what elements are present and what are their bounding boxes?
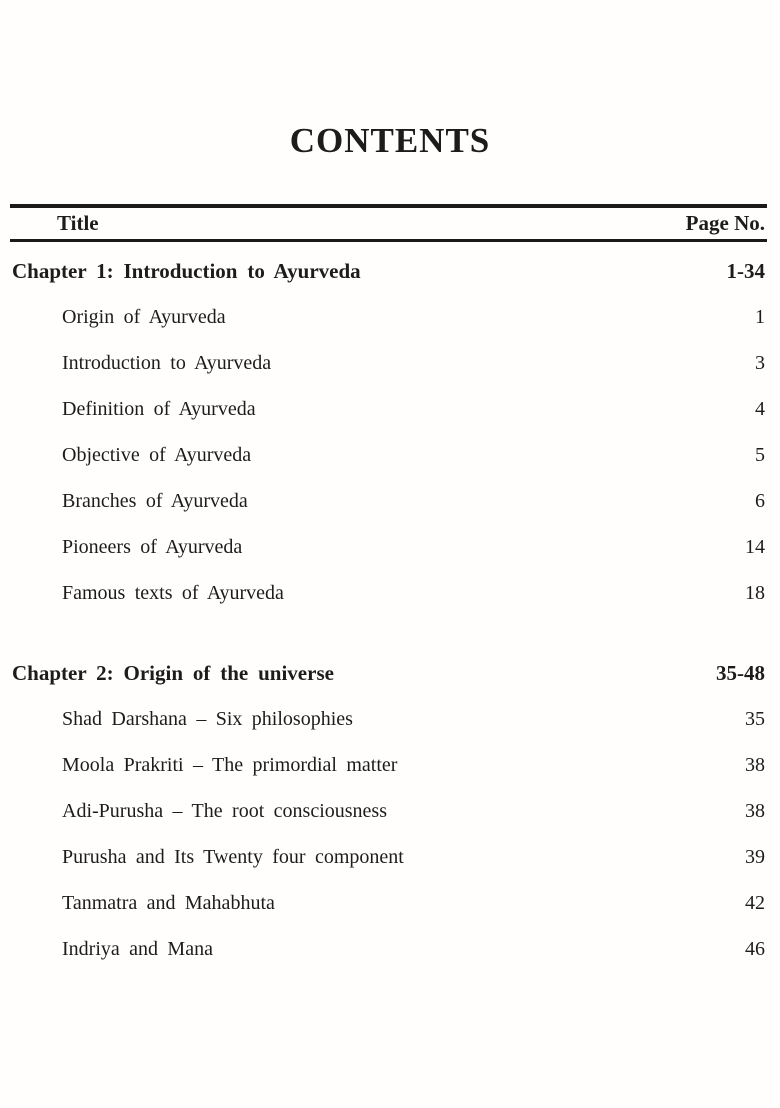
toc-entry-row [0, 846, 780, 868]
chapter-items [0, 708, 780, 960]
toc-entry-page: 35 [745, 708, 765, 731]
toc-chapter [0, 662, 780, 960]
toc-entry-title: Pioneers of Ayurveda [62, 536, 243, 559]
toc-entry-page: 39 [745, 846, 765, 869]
toc-entry-row [0, 536, 780, 558]
chapter-page-range: 35-48 [716, 661, 765, 686]
column-header-page: Page No. [685, 210, 765, 235]
toc-entry-title: Moola Prakriti – The primordial matter [62, 754, 398, 777]
toc-chapter [0, 260, 780, 604]
toc-entry-row [0, 444, 780, 466]
toc-entry-title: Definition of Ayurveda [62, 398, 256, 421]
chapter-title: Chapter 1: Introduction to Ayurveda [12, 259, 361, 284]
column-header-title: Title [57, 210, 99, 235]
chapter-title: Chapter 2: Origin of the universe [12, 661, 334, 686]
chapter-heading-row [0, 662, 780, 684]
toc-entry-title: Shad Darshana – Six philosophies [62, 708, 353, 731]
toc-entry-title: Origin of Ayurveda [62, 306, 226, 329]
toc-entry-title: Indriya and Mana [62, 938, 213, 961]
toc-entry-row [0, 800, 780, 822]
toc-entry-page: 42 [745, 892, 765, 915]
toc-entry-page: 6 [755, 490, 765, 513]
toc-entry-row [0, 582, 780, 604]
toc-entry-title: Branches of Ayurveda [62, 490, 248, 513]
page-title: CONTENTS [289, 121, 491, 160]
toc-entry-row [0, 708, 780, 730]
toc-entry-title: Introduction to Ayurveda [62, 352, 272, 375]
toc-entry-page: 5 [755, 444, 765, 467]
column-header-row [0, 208, 780, 239]
chapter-items [0, 306, 780, 604]
chapter-page-range: 1-34 [726, 259, 765, 284]
toc-entry-row [0, 352, 780, 374]
toc-entry-page: 1 [755, 306, 765, 329]
toc-entry-title: Famous texts of Ayurveda [62, 582, 284, 605]
toc-entry-page: 46 [745, 938, 765, 961]
toc-entry-page: 3 [755, 352, 765, 375]
toc-entry-row [0, 398, 780, 420]
toc-entry-row [0, 306, 780, 328]
toc-entry-page: 4 [755, 398, 765, 421]
toc-entry-page: 14 [745, 536, 765, 559]
toc-entry-title: Purusha and Its Twenty four component [62, 846, 404, 869]
toc-entry-row [0, 892, 780, 914]
toc-entry-row [0, 490, 780, 512]
toc-entry-title: Adi-Purusha – The root consciousness [62, 800, 387, 823]
toc-entry-page: 38 [745, 800, 765, 823]
toc-entry-title: Objective of Ayurveda [62, 444, 252, 467]
toc-entry-title: Tanmatra and Mahabhuta [62, 892, 275, 915]
toc-entry-row [0, 938, 780, 960]
header-rule-bottom [10, 239, 767, 243]
chapter-heading-row [0, 260, 780, 282]
toc-list [0, 260, 780, 960]
toc-entry-page: 38 [745, 754, 765, 777]
toc-entry-page: 18 [745, 582, 765, 605]
toc-entry-row [0, 754, 780, 776]
